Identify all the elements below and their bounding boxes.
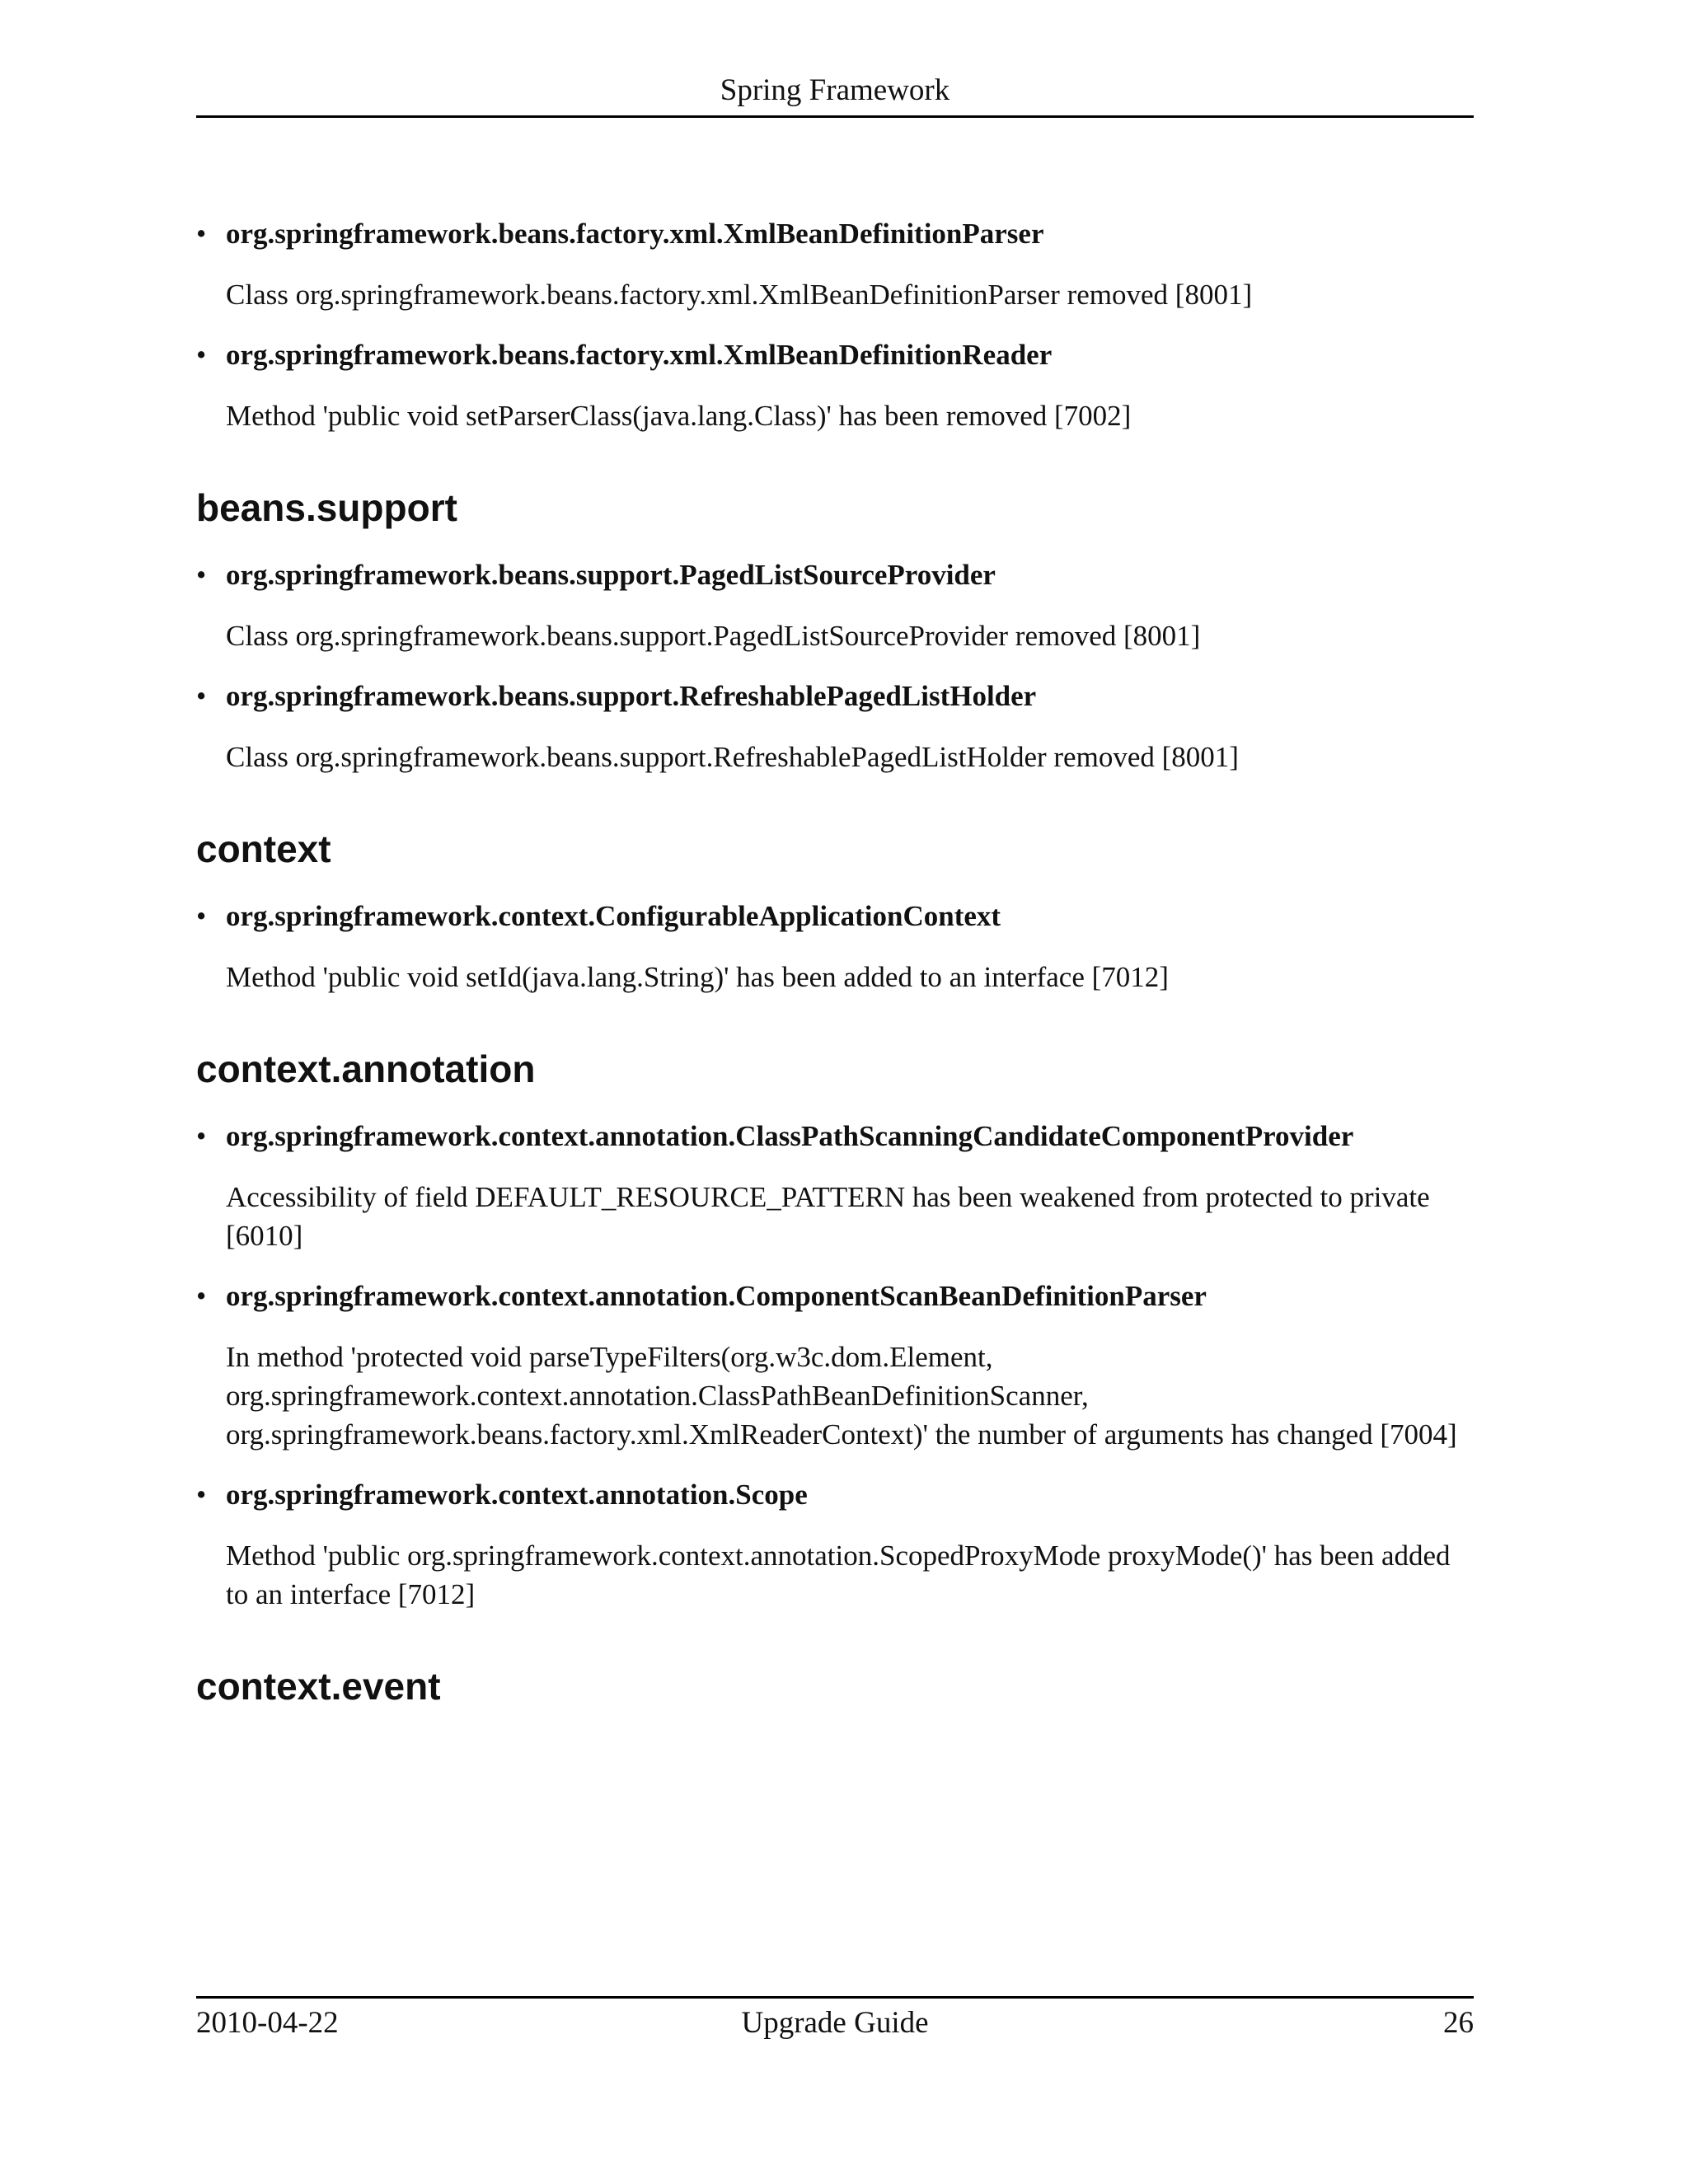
running-header: Spring Framework — [720, 73, 950, 107]
entry-description: Accessibility of field DEFAULT_RESOURCE_PATTERN has been weakened from protected to private [6010] — [226, 1181, 1430, 1252]
bullet-icon: • — [196, 1280, 207, 1312]
bullet-icon: • — [196, 1479, 207, 1511]
list-item — [196, 555, 1474, 655]
entry-description: Class org.springframework.beans.support.RefreshablePagedListHolder removed [8001] — [226, 741, 1239, 773]
page-content — [196, 214, 1474, 1734]
bullet-icon: • — [196, 900, 207, 932]
entry-class-name: org.springframework.beans.support.PagedListSourceProvider — [226, 559, 996, 591]
header-rule — [196, 115, 1474, 118]
bullet-icon: • — [196, 559, 207, 591]
section-heading: context — [196, 827, 331, 870]
list-item — [196, 214, 1474, 314]
entry-class-name: org.springframework.context.annotation.Scope — [226, 1479, 808, 1511]
list-item — [196, 335, 1474, 435]
entry-description: Class org.springframework.beans.support.PagedListSourceProvider removed [8001] — [226, 620, 1201, 652]
entry-description: Class org.springframework.beans.factory.xml.XmlBeanDefinitionParser removed [8001] — [226, 279, 1253, 311]
list-item — [196, 897, 1474, 996]
entry-class-name: org.springframework.beans.factory.xml.XmlBeanDefinitionReader — [226, 339, 1053, 371]
section-heading: context.annotation — [196, 1047, 536, 1090]
entry-class-name: org.springframework.context.annotation.ComponentScanBeanDefinitionParser — [226, 1280, 1207, 1312]
list-item — [196, 1117, 1474, 1255]
section-heading: context.event — [196, 1665, 441, 1708]
bullet-icon: • — [196, 218, 207, 250]
entry-class-name: org.springframework.context.ConfigurableApplicationContext — [226, 900, 1001, 932]
footer-title: Upgrade Guide — [741, 2006, 929, 2040]
page-number: 26 — [1443, 2006, 1474, 2040]
bullet-icon: • — [196, 339, 207, 371]
bullet-icon: • — [196, 1120, 207, 1152]
footer-date: 2010-04-22 — [196, 2006, 339, 2040]
bullet-icon: • — [196, 680, 207, 712]
list-item — [196, 1277, 1474, 1454]
page-footer — [196, 2003, 1474, 2044]
entry-description: In method 'protected void parseTypeFilters(org.w3c.dom.Element, org.springframework.context.annotation.ClassPathBeanDefinitionScanner, org.springframework.beans.factory.xml.XmlReaderContext)' the number of arguments has changed [7004] — [226, 1341, 1457, 1451]
entry-class-name: org.springframework.beans.factory.xml.XmlBeanDefinitionParser — [226, 218, 1044, 250]
entry-class-name: org.springframework.context.annotation.ClassPathScanningCandidateComponentProvider — [226, 1120, 1354, 1152]
entry-description: Method 'public org.springframework.context.annotation.ScopedProxyMode proxyMode()' has been added to an interface [7012] — [226, 1540, 1451, 1610]
list-item — [196, 677, 1474, 776]
footer-rule — [196, 1996, 1474, 1999]
entry-class-name: org.springframework.beans.support.RefreshablePagedListHolder — [226, 680, 1037, 712]
entry-description: Method 'public void setId(java.lang.String)' has been added to an interface [7012] — [226, 961, 1169, 993]
list-item — [196, 1475, 1474, 1614]
section-heading: beans.support — [196, 486, 457, 529]
entry-description: Method 'public void setParserClass(java.lang.Class)' has been removed [7002] — [226, 400, 1132, 432]
